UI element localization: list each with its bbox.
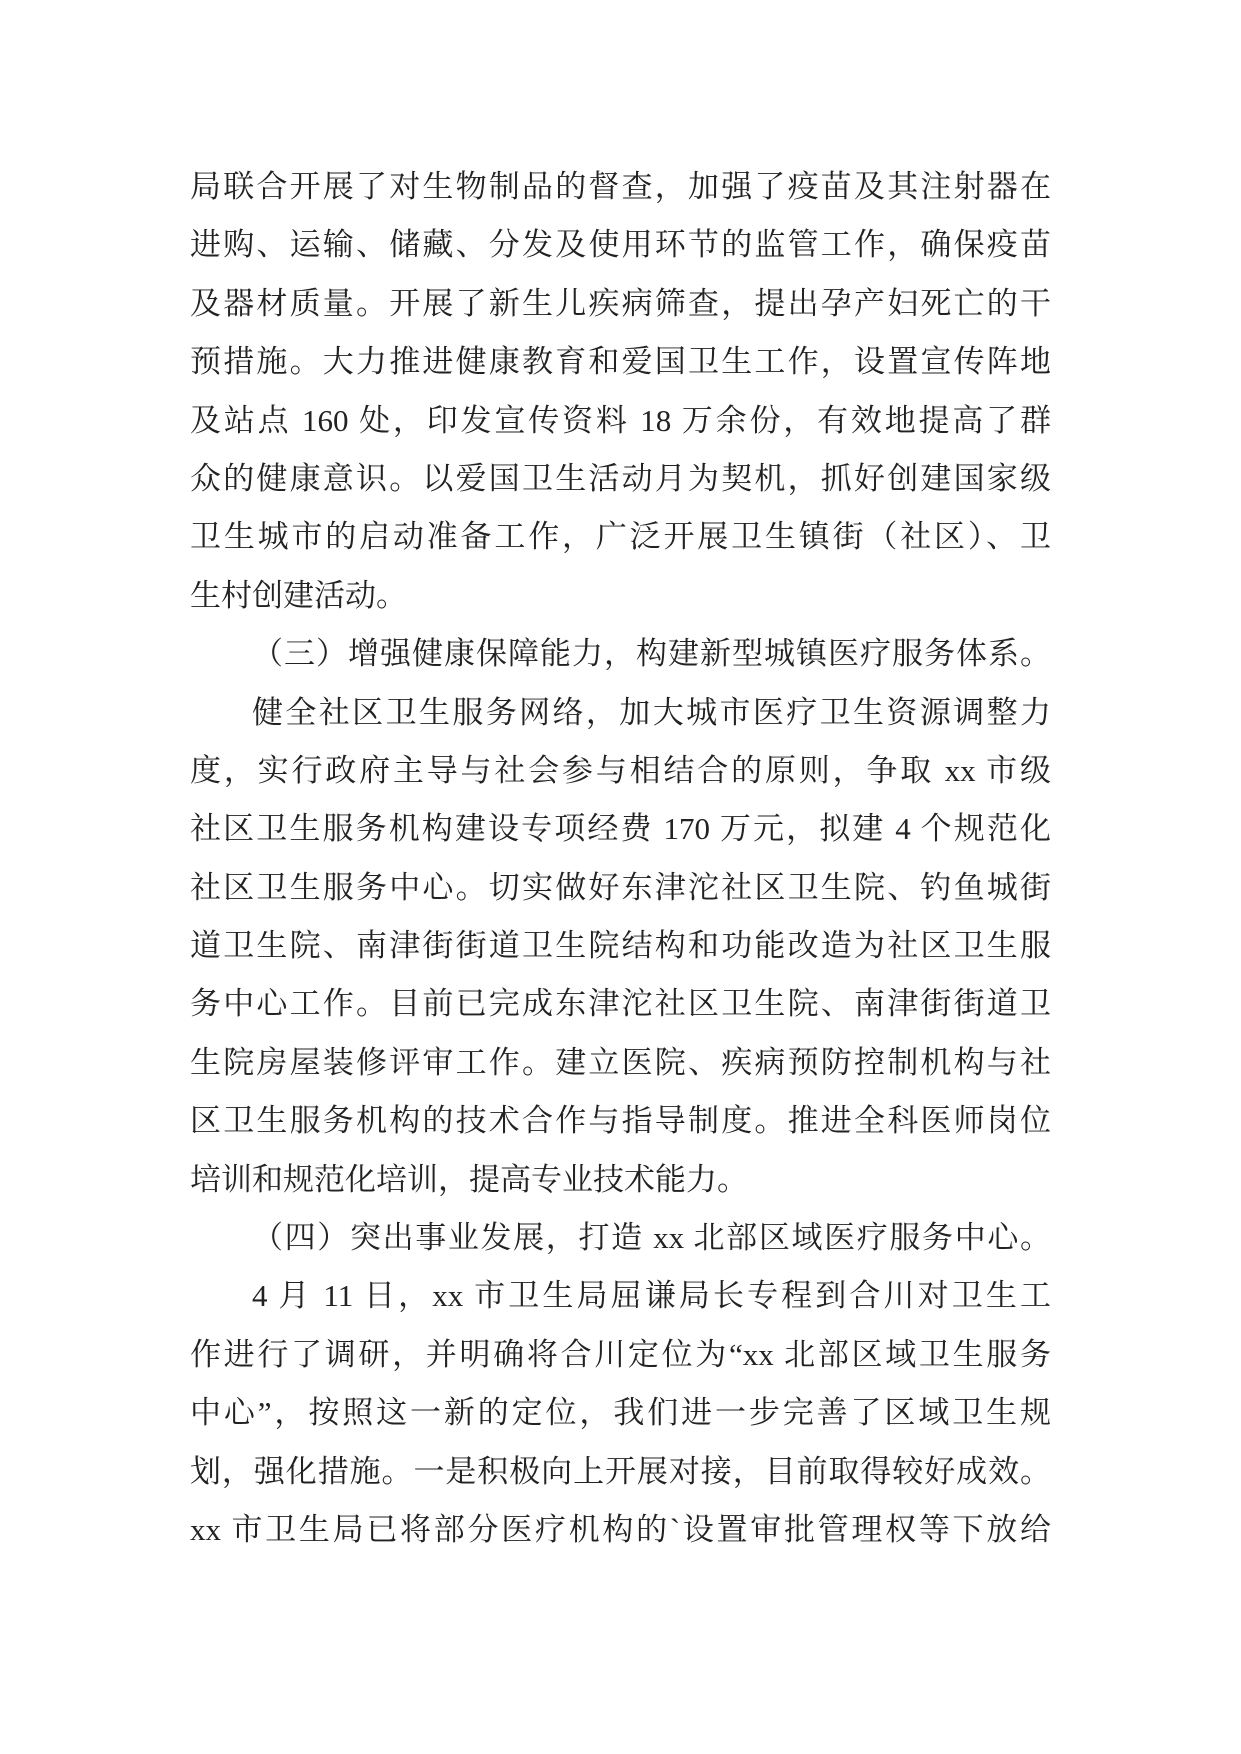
text-line: 进购、运输、储藏、分发及使用环节的监管工作，确保疫苗 bbox=[190, 227, 1051, 263]
text-line: 4 月 11 日，xx 市卫生局屈谦局长专程到合川对卫生工 bbox=[252, 1278, 1051, 1314]
text-line: 社区卫生服务机构建设专项经费 170 万元，拟建 4 个规范化 bbox=[190, 811, 1051, 847]
text-line: 培训和规范化培训，提高专业技术能力。 bbox=[190, 1161, 748, 1197]
text-block bbox=[190, 158, 1051, 1559]
text-line: 生院房屋装修评审工作。建立医院、疾病预防控制机构与社 bbox=[190, 1044, 1051, 1080]
text-line: 卫生城市的启动准备工作，广泛开展卫生镇街（社区）、卫 bbox=[190, 519, 1051, 555]
text-line: （四）突出事业发展，打造 xx 北部区域医疗服务中心。 bbox=[252, 1220, 1051, 1256]
text-line: 局联合开展了对生物制品的督查，加强了疫苗及其注射器在 bbox=[190, 169, 1051, 204]
text-line: 社区卫生服务中心。切实做好东津沱社区卫生院、钓鱼城街 bbox=[190, 869, 1051, 905]
text-line: 划，强化措施。一是积极向上开展对接，目前取得较好成效。 bbox=[190, 1453, 1051, 1489]
text-line: 务中心工作。目前已完成东津沱社区卫生院、南津街街道卫 bbox=[190, 986, 1051, 1022]
text-line: 度，实行政府主导与社会参与相结合的原则，争取 xx 市级 bbox=[190, 752, 1051, 788]
text-line: 众的健康意识。以爱国卫生活动月为契机，抓好创建国家级 bbox=[190, 460, 1051, 496]
text-line: 道卫生院、南津街街道卫生院结构和功能改造为社区卫生服 bbox=[190, 928, 1051, 964]
text-line: 预措施。大力推进健康教育和爱国卫生工作，设置宣传阵地 bbox=[190, 344, 1051, 380]
text-line: xx 市卫生局已将部分医疗机构的`设置审批管理权等下放给 bbox=[190, 1511, 1051, 1547]
text-line: 区卫生服务机构的技术合作与指导制度。推进全科医师岗位 bbox=[190, 1103, 1051, 1139]
text-line: 作进行了调研，并明确将合川定位为“xx 北部区域卫生服务 bbox=[190, 1336, 1051, 1372]
text-line: 生村创建活动。 bbox=[190, 577, 407, 613]
text-line: （三）增强健康保障能力，构建新型城镇医疗服务体系。 bbox=[252, 636, 1051, 672]
text-line: 及器材质量。开展了新生儿疾病筛查，提出孕产妇死亡的干 bbox=[190, 285, 1051, 321]
text-line: 及站点 160 处，印发宣传资料 18 万余份，有效地提高了群 bbox=[190, 402, 1051, 438]
text-line: 中心”，按照这一新的定位，我们进一步完善了区域卫生规 bbox=[190, 1395, 1051, 1431]
text-line: 健全社区卫生服务网络，加大城市医疗卫生资源调整力 bbox=[252, 694, 1051, 730]
